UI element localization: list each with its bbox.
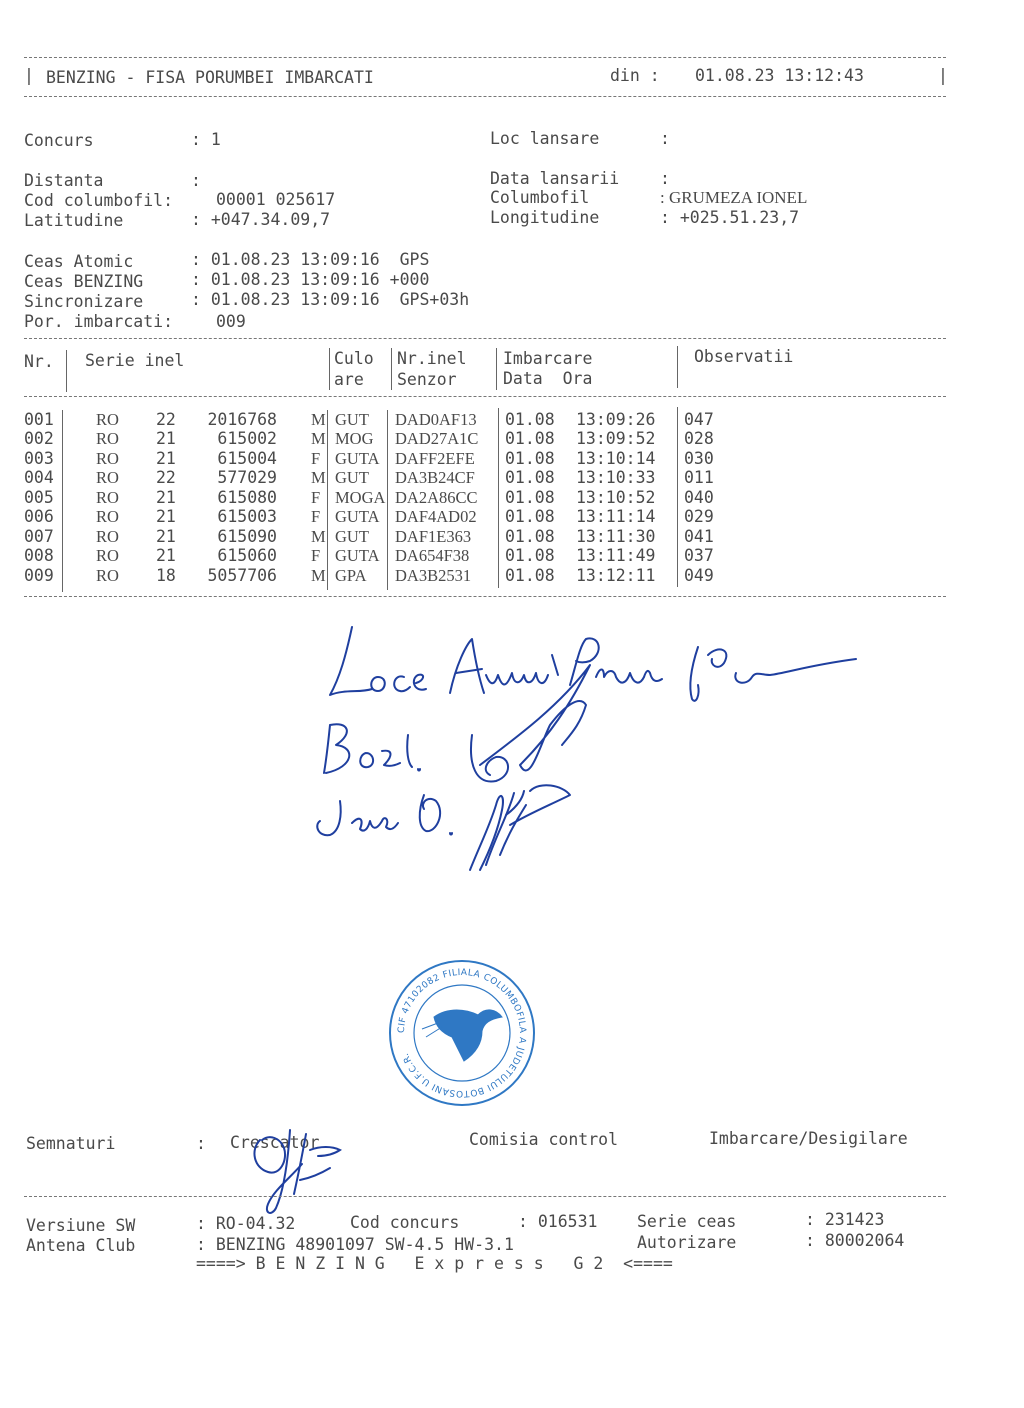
cell-inel: 615080 <box>217 488 277 507</box>
cell-an: 21 <box>156 546 176 565</box>
header-divider-2 <box>329 348 330 390</box>
header-left-bar: | <box>24 66 34 85</box>
cell-sex: M <box>311 429 326 448</box>
cell-sex: F <box>311 546 321 565</box>
body-divider-5 <box>677 407 678 587</box>
sincronizare-label: Sincronizare <box>24 292 144 311</box>
loc-lansare-label: Loc lansare <box>490 129 600 148</box>
table-row <box>24 429 946 449</box>
header-divider-3 <box>391 348 392 390</box>
col-nrinel-header-2: Senzor <box>397 370 457 389</box>
cell-senzor: DAD27A1C <box>395 429 479 448</box>
cell-tara: RO <box>96 507 119 526</box>
versiune-sw-value: : RO-04.32 <box>196 1214 296 1233</box>
cell-senzor: DAF1E363 <box>395 527 472 546</box>
latitudine-value: : +047.34.09,7 <box>191 210 331 229</box>
concurs-label: Concurs <box>24 131 94 150</box>
header-bottom-dash <box>24 96 946 97</box>
cell-senzor: DAF4AD02 <box>395 507 477 526</box>
cell-cul: MOG <box>335 429 374 448</box>
ceas-benzing-label: Ceas BENZING <box>24 272 144 291</box>
table-row <box>24 566 946 586</box>
cell-data: 01.08 <box>505 546 555 565</box>
longitudine-value: : +025.51.23,7 <box>660 208 800 227</box>
cod-columbofil-label: Cod columbofil: <box>24 191 174 210</box>
cell-senzor: DAD0AF13 <box>395 410 477 429</box>
data-lansarii-label: Data lansarii <box>490 169 620 188</box>
table-row <box>24 546 946 566</box>
cell-an: 21 <box>156 527 176 546</box>
cell-sex: F <box>311 488 321 507</box>
cell-ora: 13:11:49 <box>576 546 656 565</box>
columbofil-label: Columbofil <box>490 188 590 207</box>
cell-nr: 005 <box>24 488 54 507</box>
header-divider-1 <box>66 350 67 392</box>
cell-ora: 13:10:14 <box>576 449 656 468</box>
serie-ceas-value: : 231423 <box>805 1210 885 1229</box>
cell-tara: RO <box>96 488 119 507</box>
col-observatii-header: Observatii <box>694 347 794 366</box>
autorizare-value: : 80002064 <box>805 1231 905 1250</box>
cell-data: 01.08 <box>505 488 555 507</box>
top-dash-line <box>24 57 946 58</box>
col-imbarcare-header-1: Imbarcare <box>503 349 593 368</box>
header-divider-4 <box>496 348 497 390</box>
cell-senzor: DA2A86CC <box>395 488 478 507</box>
cell-sex: M <box>311 527 326 546</box>
header-title: BENZING - FISA PORUMBEI IMBARCATI <box>46 68 374 87</box>
cell-data: 01.08 <box>505 507 555 526</box>
por-imbarcati-label: Por. imbarcati: <box>24 312 174 331</box>
versiune-sw-label: Versiune SW <box>26 1216 136 1235</box>
col-serie-header: Serie inel <box>85 351 185 370</box>
cell-tara: RO <box>96 468 119 487</box>
cell-nr: 001 <box>24 410 54 429</box>
cell-obs: 030 <box>684 449 714 468</box>
cell-senzor: DAFF2EFE <box>395 449 475 468</box>
body-divider-2 <box>327 410 328 590</box>
cell-inel: 615002 <box>217 429 277 448</box>
header-din-label: din : <box>610 66 660 85</box>
cell-an: 22 <box>156 410 176 429</box>
cell-obs: 040 <box>684 488 714 507</box>
table-row <box>24 449 946 469</box>
body-divider-4 <box>498 408 499 588</box>
cell-sex: M <box>311 468 326 487</box>
cell-data: 01.08 <box>505 468 555 487</box>
longitudine-label: Longitudine <box>490 208 600 227</box>
cell-data: 01.08 <box>505 527 555 546</box>
cell-ora: 13:11:30 <box>576 527 656 546</box>
cell-obs: 011 <box>684 468 714 487</box>
cell-inel: 5057706 <box>207 566 277 585</box>
cell-sex: F <box>311 449 321 468</box>
club-stamp-seal <box>386 957 538 1109</box>
crescator-signature <box>240 1120 360 1220</box>
cell-senzor: DA3B2531 <box>395 566 472 585</box>
body-divider-3 <box>387 410 388 590</box>
ceas-atomic-value: : 01.08.23 13:09:16 GPS <box>191 250 430 269</box>
cell-nr: 003 <box>24 449 54 468</box>
cell-cul: GUT <box>335 468 369 487</box>
cell-obs: 047 <box>684 410 714 429</box>
cod-concurs-value: : 016531 <box>518 1212 598 1231</box>
cell-obs: 028 <box>684 429 714 448</box>
por-imbarcati-value: 009 <box>216 312 246 331</box>
body-divider-1 <box>62 410 63 592</box>
comisia-label: Comisia control <box>469 1130 619 1149</box>
latitudine-label: Latitudine <box>24 211 124 230</box>
cell-senzor: DA654F38 <box>395 546 470 565</box>
cell-an: 18 <box>156 566 176 585</box>
seal-text: CIF 47102082 FILIALA COLUMBOFILA A JUDETULUI BOTOSANI U.F.C.R. <box>396 967 528 1099</box>
cell-nr: 007 <box>24 527 54 546</box>
col-nr-header: Nr. <box>24 352 54 371</box>
cell-ora: 13:11:14 <box>576 507 656 526</box>
cell-an: 21 <box>156 449 176 468</box>
cell-senzor: DA3B24CF <box>395 468 475 487</box>
antena-club-label: Antena Club <box>26 1236 136 1255</box>
cell-inel: 2016768 <box>207 410 277 429</box>
cell-ora: 13:09:52 <box>576 429 656 448</box>
cell-inel: 615090 <box>217 527 277 546</box>
antena-club-value: : BENZING 48901097 SW-4.5 HW-3.1 <box>196 1235 514 1254</box>
table-row <box>24 527 946 547</box>
concurs-value: : 1 <box>191 130 221 149</box>
header-right-bar: | <box>938 66 948 85</box>
cod-concurs-label: Cod concurs <box>350 1213 460 1232</box>
cell-tara: RO <box>96 527 119 546</box>
cell-ora: 13:10:52 <box>576 488 656 507</box>
cell-obs: 041 <box>684 527 714 546</box>
cell-cul: GUTA <box>335 507 380 526</box>
handwritten-notes <box>300 615 880 885</box>
header-divider-5 <box>677 346 678 388</box>
cell-obs: 029 <box>684 507 714 526</box>
cell-obs: 049 <box>684 566 714 585</box>
serie-ceas-label: Serie ceas <box>637 1212 737 1231</box>
semnaturi-label: Semnaturi <box>26 1134 116 1153</box>
cell-sex: M <box>311 410 326 429</box>
ceas-atomic-label: Ceas Atomic <box>24 252 134 271</box>
cell-obs: 037 <box>684 546 714 565</box>
cell-nr: 008 <box>24 546 54 565</box>
cell-tara: RO <box>96 449 119 468</box>
pigeon-icon <box>422 1010 502 1061</box>
distanta-value: : <box>191 171 201 190</box>
ceas-benzing-value: : 01.08.23 13:09:16 +000 <box>191 270 430 289</box>
cell-nr: 006 <box>24 507 54 526</box>
crescator-label: Crescator <box>230 1133 320 1152</box>
cell-inel: 615060 <box>217 546 277 565</box>
loc-lansare-value: : <box>660 129 670 148</box>
cell-an: 22 <box>156 468 176 487</box>
benzing-express-banner: ====> B E N Z I N G E x p r e s s G 2 <==== <box>196 1254 673 1273</box>
cod-columbofil-value: 00001 025617 <box>216 190 336 209</box>
table-row <box>24 488 946 508</box>
table-header-dash <box>24 396 946 397</box>
distanta-label: Distanta <box>24 171 104 190</box>
cell-data: 01.08 <box>505 566 555 585</box>
col-imbarcare-header-2: Data Ora <box>503 369 593 388</box>
sincronizare-value: : 01.08.23 13:09:16 GPS+03h <box>191 290 470 309</box>
cell-ora: 13:09:26 <box>576 410 656 429</box>
table-row <box>24 468 946 488</box>
cell-data: 01.08 <box>505 449 555 468</box>
cell-nr: 004 <box>24 468 54 487</box>
table-row <box>24 410 946 430</box>
cell-cul: GPA <box>335 566 367 585</box>
cell-cul: GUTA <box>335 546 380 565</box>
table-bottom-dash <box>24 596 946 597</box>
col-nrinel-header-1: Nr.inel <box>397 349 467 368</box>
cell-an: 21 <box>156 429 176 448</box>
columbofil-value: : GRUMEZA IONEL <box>660 188 808 207</box>
cell-cul: MOGA <box>335 488 386 507</box>
table-top-dash <box>24 338 946 339</box>
cell-an: 21 <box>156 488 176 507</box>
cell-cul: GUTA <box>335 449 380 468</box>
semnaturi-colon: : <box>196 1134 206 1153</box>
cell-tara: RO <box>96 546 119 565</box>
cell-ora: 13:10:33 <box>576 468 656 487</box>
header-din-value: 01.08.23 13:12:43 <box>695 66 864 85</box>
cell-tara: RO <box>96 429 119 448</box>
col-culoare-header-1: Culo <box>334 349 374 368</box>
col-culoare-header-2: are <box>334 370 364 389</box>
cell-cul: GUT <box>335 527 369 546</box>
cell-nr: 009 <box>24 566 54 585</box>
autorizare-label: Autorizare <box>637 1233 737 1252</box>
cell-cul: GUT <box>335 410 369 429</box>
footer-dash <box>24 1196 946 1197</box>
cell-sex: M <box>311 566 326 585</box>
cell-sex: F <box>311 507 321 526</box>
cell-inel: 615004 <box>217 449 277 468</box>
cell-nr: 002 <box>24 429 54 448</box>
cell-data: 01.08 <box>505 429 555 448</box>
imbarcare-label: Imbarcare/Desigilare <box>709 1129 908 1148</box>
cell-inel: 577029 <box>217 468 277 487</box>
cell-ora: 13:12:11 <box>576 566 656 585</box>
table-row <box>24 507 946 527</box>
cell-data: 01.08 <box>505 410 555 429</box>
cell-an: 21 <box>156 507 176 526</box>
data-lansarii-value: : <box>660 169 670 188</box>
cell-tara: RO <box>96 566 119 585</box>
cell-tara: RO <box>96 410 119 429</box>
cell-inel: 615003 <box>217 507 277 526</box>
